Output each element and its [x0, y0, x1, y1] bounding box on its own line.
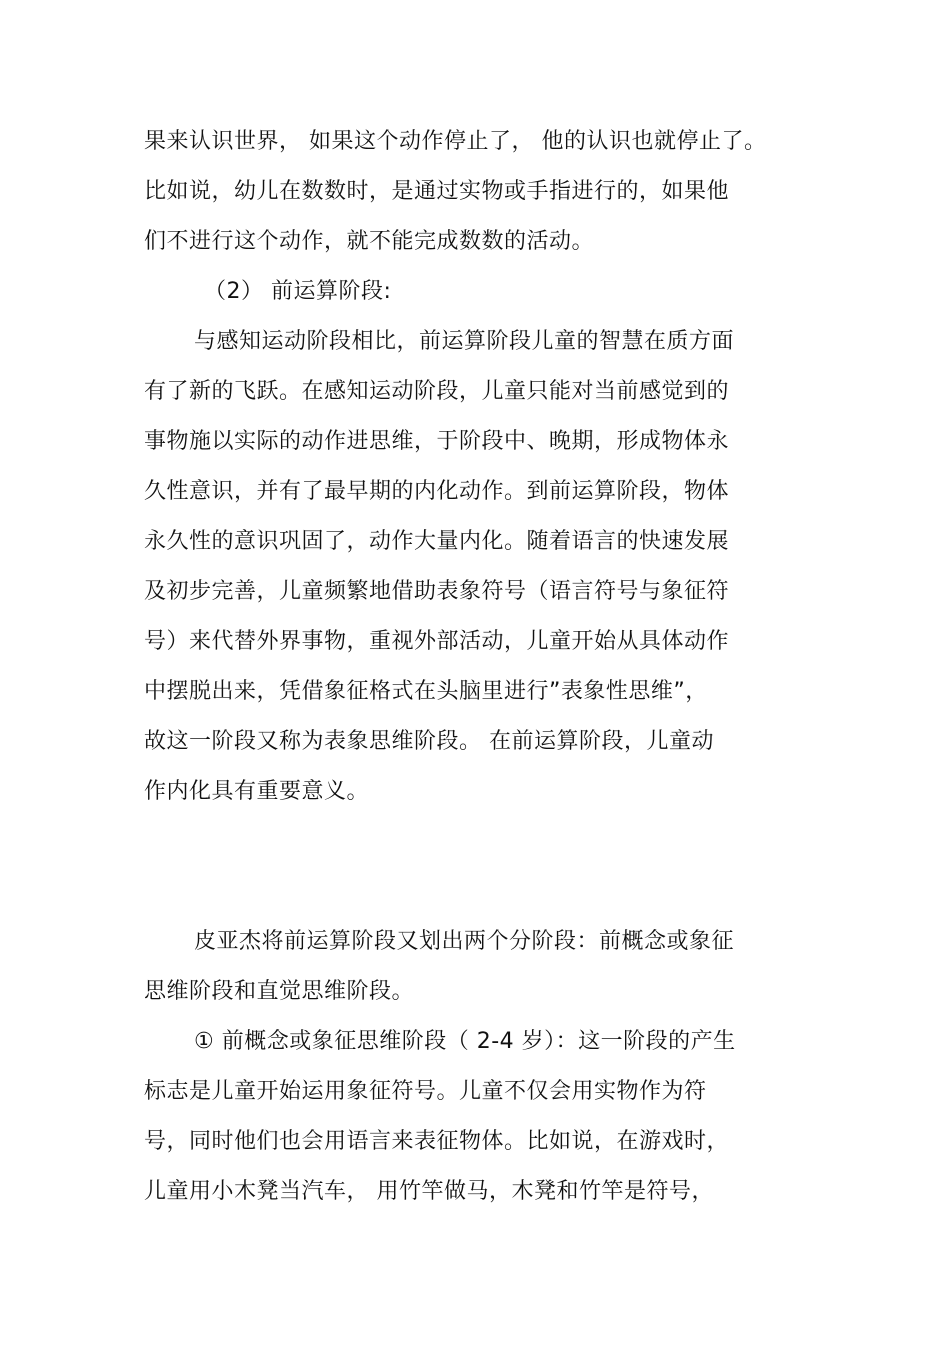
text-line: 久性意识，并有了最早期的内化动作。到前运算阶段，物体: [144, 479, 730, 504]
text-line: 们不进行这个动作，就不能完成数数的活动。: [144, 229, 595, 254]
text-line: 果来认识世界， 如果这个动作停止了， 他的认识也就停止了。: [144, 129, 767, 154]
list-item-heading: ① 前概念或象征思维阶段（ 2-4 岁）：这一阶段的产生: [194, 1029, 736, 1054]
text-line: 永久性的意识巩固了，动作大量内化。随着语言的快速发展: [144, 529, 730, 554]
text-line: 事物施以实际的动作进思维，于阶段中、晚期，形成物体永: [144, 429, 730, 454]
text-line: 与感知运动阶段相比，前运算阶段儿童的智慧在质方面: [194, 329, 735, 354]
text-line: 中摆脱出来，凭借象征格式在头脑里进行”表象性思维”，: [144, 679, 708, 704]
text-line: 比如说，幼儿在数数时，是通过实物或手指进行的，如果他: [144, 179, 730, 204]
text-line: 及初步完善，儿童频繁地借助表象符号（语言符号与象征符: [144, 579, 730, 604]
text-line: 号，同时他们也会用语言来表征物体。比如说，在游戏时，: [144, 1129, 730, 1154]
text-line: 有了新的飞跃。在感知运动阶段，儿童只能对当前感觉到的: [144, 379, 730, 404]
text-line: 号）来代替外界事物，重视外部活动，儿童开始从具体动作: [144, 629, 730, 654]
text-line: 标志是儿童开始运用象征符号。儿童不仅会用实物作为符: [144, 1079, 707, 1104]
text-line: 皮亚杰将前运算阶段又划出两个分阶段：前概念或象征: [194, 929, 735, 954]
text-line: 思维阶段和直觉思维阶段。: [144, 979, 415, 1004]
text-line: 儿童用小木凳当汽车， 用竹竿做马，木凳和竹竿是符号，: [144, 1179, 714, 1204]
section-heading: （2） 前运算阶段:: [204, 279, 392, 304]
text-line: 故这一阶段又称为表象思维阶段。 在前运算阶段，儿童动: [144, 729, 714, 754]
text-line: 作内化具有重要意义。: [144, 779, 370, 804]
